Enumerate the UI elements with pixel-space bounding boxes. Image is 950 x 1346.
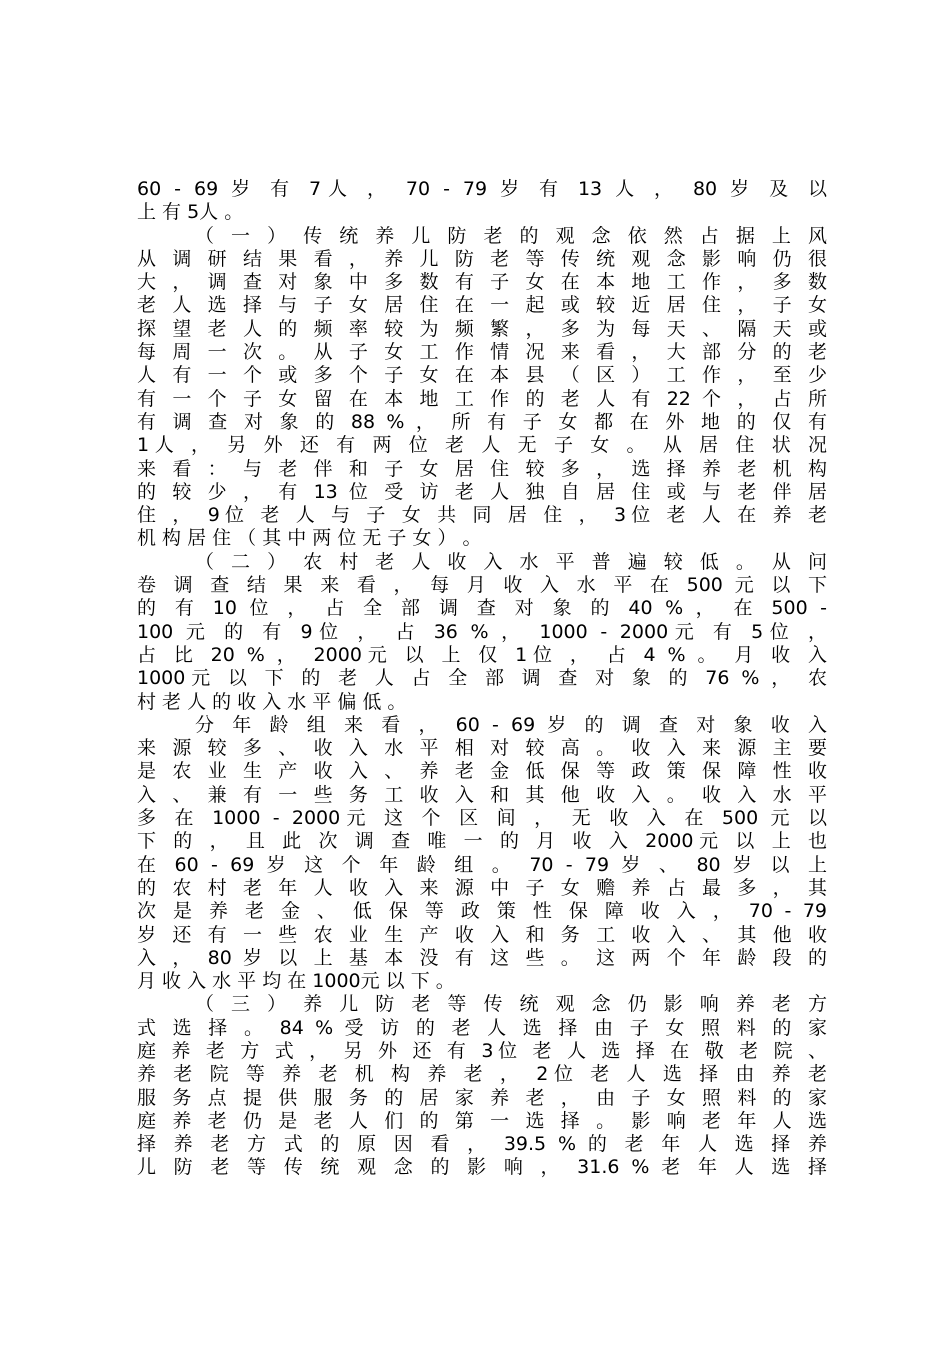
text-line: 庭 养 老 仍 是 老 人 们 的 第 一 选 择 。 影 响 老 年 人 选 — [137, 1109, 827, 1132]
text-line: 的 较 少 ， 有 13 位 受 访 老 人 独 自 居 住 或 与 老 伴 居 — [137, 480, 827, 503]
text-line: 1000元 以 下 的 老 人 占 全 部 调 查 对 象 的 76 % ， 农 — [137, 667, 827, 690]
text-line: 老 人 选 择 与 子 女 居 住 在 一 起 或 较 近 居 住 ， 子 女 — [137, 294, 827, 317]
section-heading-2: （ 二 ） 农 村 老 人 收 入 水 平 普 遍 较 低 。 从 问 — [195, 550, 827, 573]
text-line: 儿 防 老 等 传 统 观 念 的 影 响 ， 31.6 % 老 年 人 选 择 — [137, 1156, 827, 1179]
text-line: 月 收 入 水 平 均 在 1000元 以 下 。 — [137, 970, 455, 993]
text-line: 从 调 研 结 果 看 ， 养 儿 防 老 等 传 统 观 念 影 响 仍 很 — [137, 247, 827, 270]
text-line: 次 是 养 老 金 、 低 保 等 政 策 性 保 障 收 入 ， 70 - 79 — [137, 900, 827, 923]
text-line: 择 养 老 方 式 的 原 因 看 ， 39.5 % 的 老 年 人 选 择 养 — [137, 1133, 827, 1156]
text-line: 住 ， 9位 老 人 与 子 女 共 同 居 住 ， 3位 老 人 在 养 老 — [137, 504, 827, 527]
text-line: 是 农 业 生 产 收 入 、 养 老 金 低 保 等 政 策 保 障 性 收 — [137, 760, 827, 783]
paragraph-start: 分 年 龄 组 来 看 ， 60 - 69 岁 的 调 查 对 象 收 入 — [195, 713, 827, 736]
text-line: 60 - 69 岁 有 7人 ， 70 - 79 岁 有 13 人 ， 80 岁 及 以 — [137, 178, 827, 200]
body-text — [137, 178, 827, 1180]
text-line: 入 ， 80 岁 以 上 基 本 没 有 这 些 。 这 两 个 年 龄 段 的 — [137, 946, 827, 969]
text-line: 入 、 兼 有 一 些 务 工 收 入 和 其 他 收 入 。 收 入 水 平 — [137, 783, 827, 806]
text-line: 式 选 择 。 84 % 受 访 的 老 人 选 择 由 子 女 照 料 的 家 — [137, 1016, 827, 1039]
text-line: 下 的 ， 且 此 次 调 查 唯 一 的 月 收 入 2000元 以 上 也 — [137, 830, 827, 853]
text-line: 庭 养 老 方 式 ， 另 外 还 有 3位 老 人 选 择 在 敬 老 院 、 — [137, 1039, 827, 1062]
text-line: 的 农 村 老 年 人 收 入 来 源 中 子 女 赡 养 占 最 多 ， 其 — [137, 876, 827, 899]
text-line: 岁 还 有 一 些 农 业 生 产 收 入 和 务 工 收 入 、 其 他 收 — [137, 923, 827, 946]
text-line: 100 元 的 有 9位 ， 占 36 % ， 1000 - 2000元 有 5位 ， — [137, 620, 827, 643]
section-heading-3: （ 三 ） 养 儿 防 老 等 传 统 观 念 仍 影 响 养 老 方 — [195, 993, 827, 1016]
text-line: 来 看 ： 与 老 伴 和 子 女 居 住 较 多 ， 选 择 养 老 机 构 — [137, 457, 827, 480]
text-line: 有 调 查 对 象 的 88 % ， 所 有 子 女 都 在 外 地 的 仅 有 — [137, 410, 827, 433]
text-line: 1人 ， 另 外 还 有 两 位 老 人 无 子 女 。 从 居 住 状 况 — [137, 434, 827, 457]
section-heading-1: （ 一 ） 传 统 养 儿 防 老 的 观 念 依 然 占 据 上 风 — [195, 224, 827, 247]
text-line: 占 比 20 % ， 2000元 以 上 仅 1位 ， 占 4 % 。 月 收 入 — [137, 643, 827, 666]
text-line: 村 老 人 的 收 入 水 平 偏 低 。 — [137, 690, 407, 713]
text-line: 人 有 一 个 或 多 个 子 女 在 本 县 （ 区 ） 工 作 ， 至 少 — [137, 364, 827, 387]
text-line: 来 源 较 多 、 收 入 水 平 相 对 较 高 。 收 入 来 源 主 要 — [137, 737, 827, 760]
text-line: 每 周 一 次 。 从 子 女 工 作 情 况 来 看 ， 大 部 分 的 老 — [137, 341, 827, 364]
text-line: 探 望 老 人 的 频 率 较 为 频 繁 ， 多 为 每 天 、 隔 天 或 — [137, 317, 827, 340]
text-line: 服 务 点 提 供 服 务 的 居 家 养 老 ， 由 子 女 照 料 的 家 — [137, 1086, 827, 1109]
text-line: 大 ， 调 查 对 象 中 多 数 有 子 女 在 本 地 工 作 ， 多 数 — [137, 271, 827, 294]
text-line: 的 有 10 位 ， 占 全 部 调 查 对 象 的 40 % ， 在 500 - — [137, 597, 827, 620]
text-line: 有 一 个 子 女 留 在 本 地 工 作 的 老 人 有 22 个 ， 占 所 — [137, 387, 827, 410]
text-line: 卷 调 查 结 果 来 看 ， 每 月 收 入 水 平 在 500 元 以 下 — [137, 574, 827, 597]
text-line: 在 60 - 69 岁 这 个 年 龄 组 。 70 - 79 岁 、 80 岁 以 上 — [137, 853, 827, 876]
text-line: 多 在 1000 - 2000元 这 个 区 间 ， 无 收 入 在 500 元 以 — [137, 807, 827, 830]
text-line: 上 有 5人 。 — [137, 201, 244, 224]
text-line: 养 老 院 等 养 老 机 构 养 老 ， 2位 老 人 选 择 由 养 老 — [137, 1063, 827, 1086]
text-line: 机 构 居 住 （ 其 中 两 位 无 子 女 ） 。 — [137, 527, 482, 550]
